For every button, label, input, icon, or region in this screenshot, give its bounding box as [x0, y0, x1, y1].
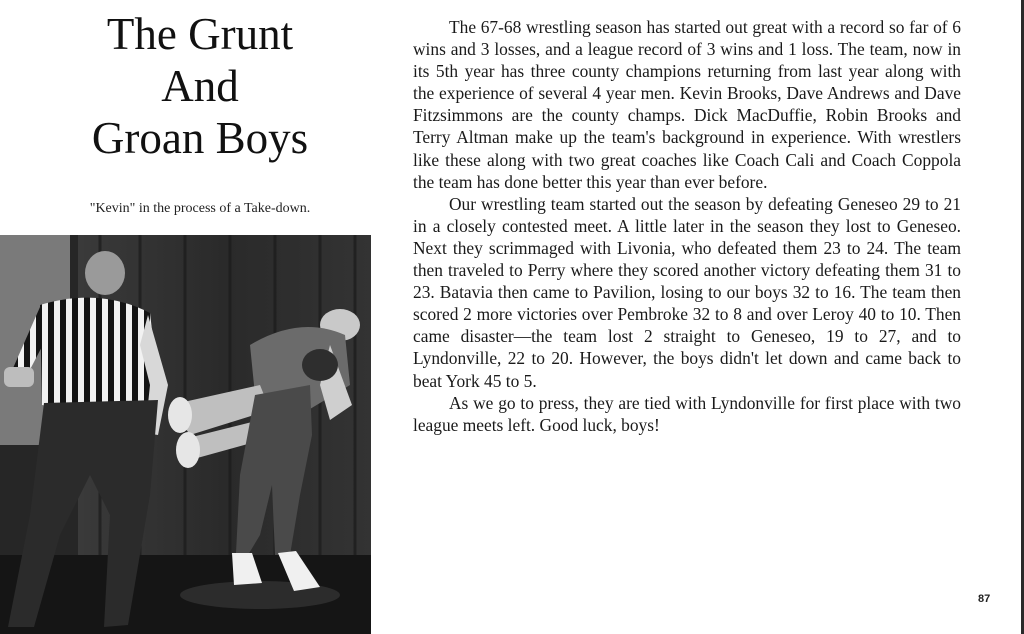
article-paragraph: Our wrestling team started out the season by defeating Geneseo 29 to 21 in a closely contested meet. A little later in the season they lost to Geneseo. Next they scrimmaged with Livonia, who defeated them 23 to 24. The team then traveled to Perry where they scored another victory defeating them 31 to 23. Batavia then came to Pavilion, losing to our boys 32 to 16. The team then scored 2 more victories over Pembroke 32 to 8 and over Leroy 40 to 10. Then came disaster—the team lost 2 straight to Geneseo, 19 to 27, and to Lyndonville, 22 to 20. However, the boys didn't let down and came back to beat York 45 to 5. [413, 193, 961, 391]
wrestling-photo-illustration [0, 235, 371, 634]
article-paragraph: The 67-68 wrestling season has started out great with a record so far of 6 wins and 3 losses, and a league record of 3 wins and 1 loss. The team, now in its 5th year has three county champions returning from last year along with the experience of several 4 year men. Kevin Brooks, Dave Andrews and Dave Fitzsimmons are the county champs. Dick MacDuffie, Robin Brooks and Terry Altman make up the team's background in experience. With wrestlers like these along with two great coaches like Coach Cali and Coach Coppola the team has done better this year than ever before. [413, 17, 961, 192]
headline-line-3: Groan Boys [91, 113, 309, 163]
photo-caption: "Kevin" in the process of a Take-down. [89, 201, 311, 216]
headline-line-1: The Grunt [106, 9, 294, 59]
headline-line-2: And [161, 61, 239, 111]
article-body [413, 16, 961, 436]
wrestling-photo [0, 235, 371, 634]
page-number: 87 [978, 593, 991, 605]
headline [18, 8, 382, 164]
article-paragraph: As we go to press, they are tied with Lyndonville for first place with two league meets left. Good luck, boys! [413, 392, 961, 435]
